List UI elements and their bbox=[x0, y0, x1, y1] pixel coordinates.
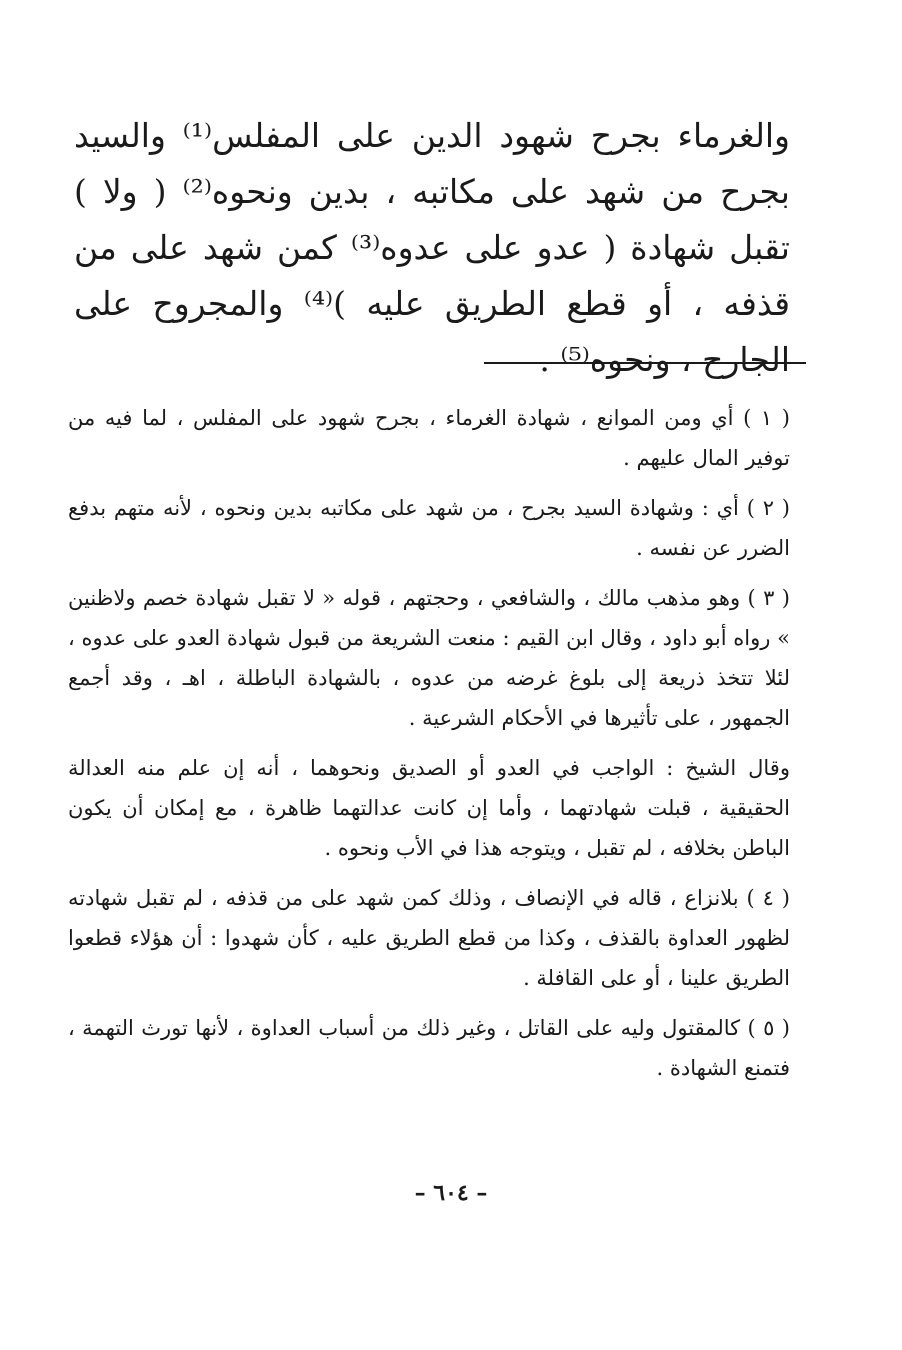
footnote-separator bbox=[484, 362, 806, 364]
footnote-5: ( ٥ ) كالمقتول وليه على القاتل ، وغير ذلك من أسباب العداوة ، لأنها تورث التهمة ، فتمنع الشهادة . bbox=[68, 1016, 790, 1080]
main-text: والغرماء بجرح شهود الدين على المفلس⁽¹⁾ والسيد بجرح من شهد على مكاتبه ، بدين ونحوه⁽²⁾ ( ولا ) تقبل شهادة ( عدو على عدوه⁽³⁾ كمن شهد على من قذفه ، أو قطع الطريق عليه )⁽⁴⁾ والمجروح على الجارح ، ونحوه⁽⁵⁾ . bbox=[74, 116, 790, 379]
footnote-2: ( ٢ ) أي : وشهادة السيد بجرح ، من شهد على مكاتبه بدين ونحوه ، لأنه متهم بدفع الضرر عن نفسه . bbox=[68, 496, 790, 560]
footnote-1: ( ١ ) أي ومن الموانع ، شهادة الغرماء ، بجرح شهود على المفلس ، لما فيه من توفير المال عليهم . bbox=[68, 406, 790, 470]
footnote-3-continued: وقال الشيخ : الواجب في العدو أو الصديق ونحوهما ، أنه إن علم منه العدالة الحقيقية ، قبلت شهادتهما ، وأما إن كانت عدالتهما ظاهرة ، مع إمكان أن يكون الباطن بخلافه ، لم تقبل ، ويتوجه هذا في الأب ونحوه . bbox=[68, 756, 790, 860]
footnote-3: ( ٣ ) وهو مذهب مالك ، والشافعي ، وحجتهم ، قوله « لا تقبل شهادة خصم ولاظنين » رواه أبو داود ، وقال ابن القيم : منعت الشريعة من قبول شهادة العدو على عدوه ، لئلا تتخذ ذريعة إلى بلوغ غرضه من عدوه ، بالشهادة الباطلة ، اهـ ، وقد أجمع الجمهور ، على تأثيرها في الأحكام الشرعية . bbox=[68, 586, 790, 730]
footnote-4: ( ٤ ) بلانزاع ، قاله في الإنصاف ، وذلك كمن شهد على من قذفه ، لم تقبل شهادته لظهور العداوة بالقذف ، وكذا من قطع الطريق عليه ، كأن شهدوا : أن هؤلاء قطعوا الطريق علينا ، أو على القافلة . bbox=[68, 886, 790, 990]
footnotes bbox=[68, 398, 790, 1098]
page-number: – ٦٠٤ – bbox=[414, 1180, 488, 1206]
